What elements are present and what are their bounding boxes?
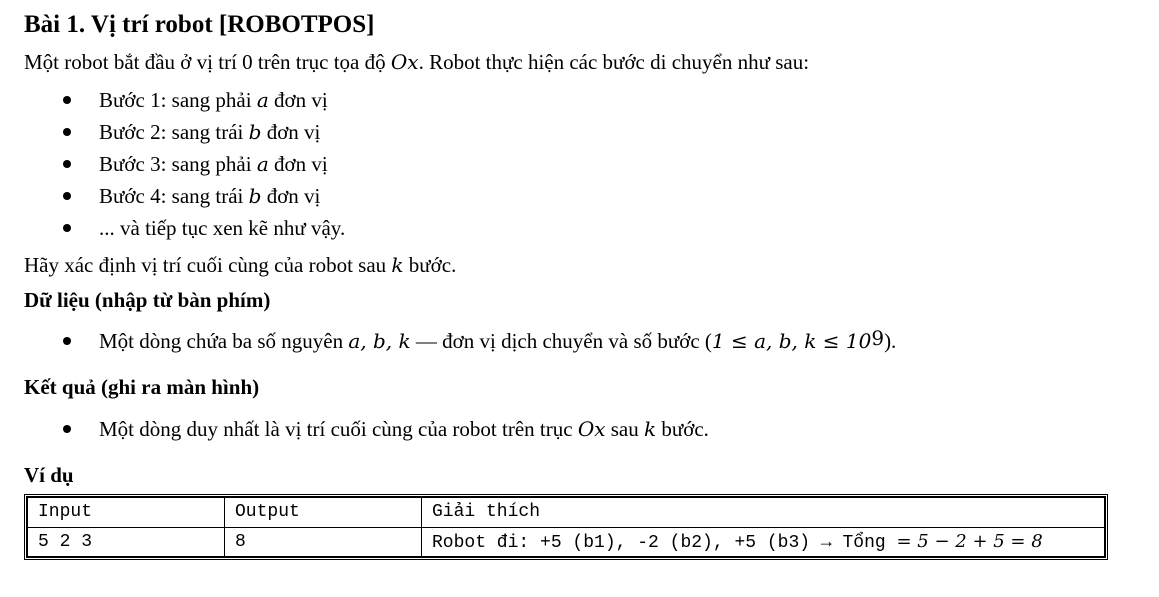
steps-list <box>24 84 345 244</box>
step-var: a <box>256 88 269 112</box>
output-text: Một dòng duy nhất là vị trí cuối cùng của robot trên trục <box>99 417 578 441</box>
input-text-mid: — đơn vị dịch chuyển và số bước ( <box>410 329 712 353</box>
step-text: Bước 3: sang phải <box>99 152 257 176</box>
problem-title: Bài 1. Vị trí robot [ROBOTPOS] <box>24 11 375 38</box>
intro-paragraph <box>24 48 809 76</box>
output-var-ox: Ox <box>577 417 606 441</box>
explain-text: Robot đi: +5 (b1), -2 (b2), +5 (b3) → Tổng <box>432 532 897 553</box>
example-table-grid <box>27 497 1105 557</box>
step-text: ... và tiếp tục xen kẽ như vậy. <box>99 216 346 240</box>
list-item <box>24 116 345 148</box>
question-text-before: Hãy xác định vị trí cuối cùng của robot sau <box>24 253 392 277</box>
input-constraint-exponent: 9 <box>871 326 885 350</box>
step-var: b <box>248 120 262 144</box>
question-var-k: k <box>391 253 404 277</box>
step-unit: đơn vị <box>268 152 328 176</box>
step-unit: đơn vị <box>261 120 321 144</box>
output-heading: Kết quả (ghi ra màn hình) <box>24 375 260 399</box>
bullet-icon <box>63 224 71 232</box>
bullet-icon <box>63 96 71 104</box>
bullet-icon <box>63 337 71 345</box>
cell-input: 5 2 3 <box>28 527 225 557</box>
bullet-icon <box>63 192 71 200</box>
cell-output: 8 <box>225 527 422 557</box>
example-table <box>24 494 1108 560</box>
input-text-after: ). <box>884 329 897 353</box>
input-text: Một dòng chứa ba số nguyên <box>99 329 349 353</box>
output-text-mid: sau <box>605 417 644 441</box>
header-explain: Giải thích <box>422 498 1105 528</box>
step-unit: đơn vị <box>261 184 321 208</box>
bullet-icon <box>63 160 71 168</box>
table-row <box>28 527 1105 557</box>
list-item <box>24 212 345 244</box>
list-item <box>24 413 709 445</box>
list-item <box>24 84 345 116</box>
step-text: Bước 4: sang trái <box>99 184 249 208</box>
intro-text-before: Một robot bắt đầu ở vị trí 0 trên trục tọa độ <box>24 50 391 74</box>
input-heading: Dữ liệu (nhập từ bàn phím) <box>24 288 271 312</box>
output-text-after: bước. <box>656 417 709 441</box>
cell-explain <box>422 527 1105 557</box>
output-var-k: k <box>644 417 657 441</box>
input-vars: a, b, k <box>348 329 411 353</box>
list-item <box>24 180 345 212</box>
intro-text-after: . Robot thực hiện các bước di chuyển như sau: <box>418 50 810 74</box>
step-text: Bước 1: sang phải <box>99 88 257 112</box>
step-var: a <box>256 152 269 176</box>
input-constraint: 1 ≤ a, b, k ≤ 10 <box>711 329 872 353</box>
step-var: b <box>248 184 262 208</box>
example-heading: Ví dụ <box>24 463 74 487</box>
intro-var-ox: Ox <box>390 50 419 74</box>
list-item <box>24 325 896 357</box>
output-list <box>24 413 709 445</box>
header-output: Output <box>225 498 422 528</box>
input-list <box>24 325 896 357</box>
explain-math: = 5 − 2 + 5 = 8 <box>896 530 1043 552</box>
question-text-after: bước. <box>403 253 457 277</box>
header-input: Input <box>28 498 225 528</box>
list-item <box>24 148 345 180</box>
question-paragraph <box>24 251 456 279</box>
step-text: Bước 2: sang trái <box>99 120 249 144</box>
step-unit: đơn vị <box>268 88 328 112</box>
bullet-icon <box>63 128 71 136</box>
bullet-icon <box>63 425 71 433</box>
table-header-row <box>28 498 1105 528</box>
